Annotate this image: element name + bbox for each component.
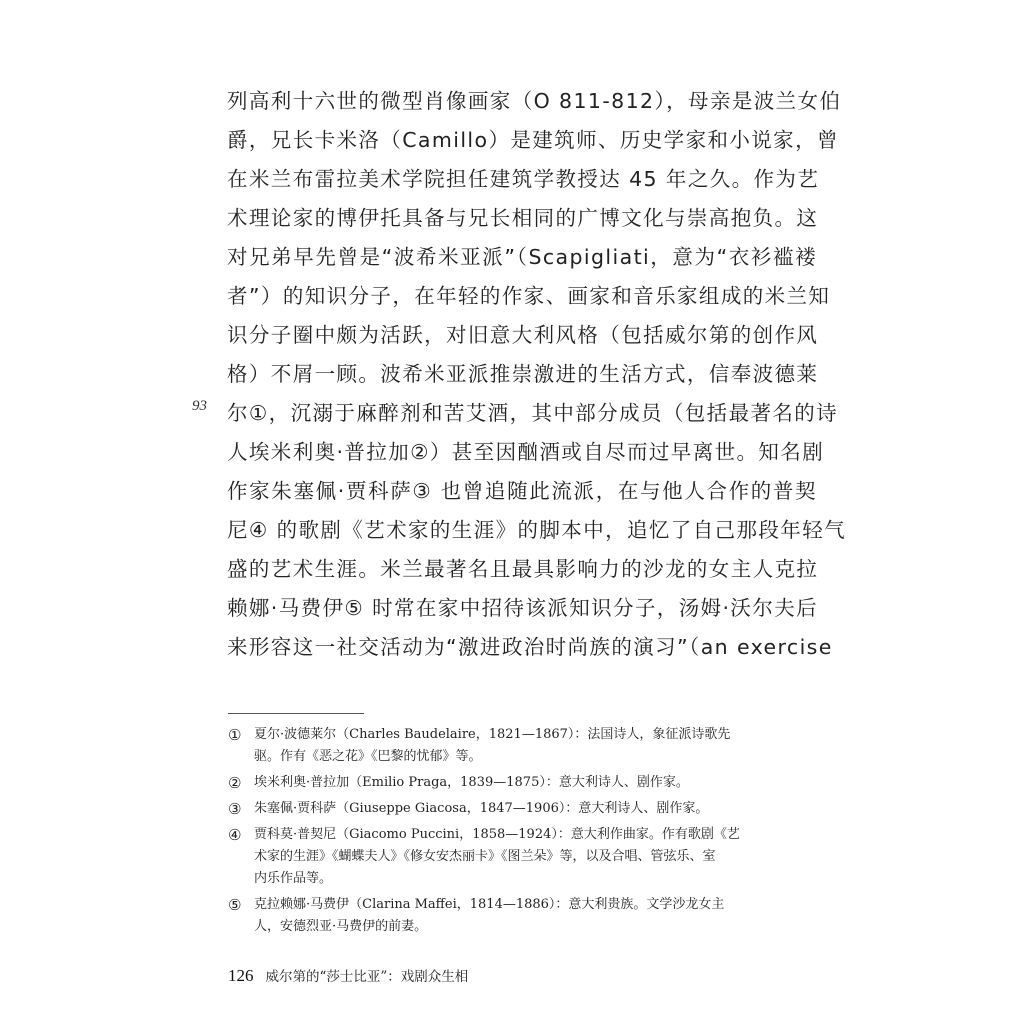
footnote-line: 术家的生涯》《蝴蝶夫人》《修女安杰丽卡》《图兰朵》等，以及合唱、管弦乐、室 (254, 849, 716, 864)
margin-reference-number: 93 (192, 398, 207, 414)
footnote-mark: ② (228, 774, 242, 792)
footnote-divider (228, 713, 364, 714)
body-line: 爵，兄长卡米洛（Camillo）是建筑师、历史学家和小说家，曾 (227, 128, 839, 152)
body-text (227, 82, 846, 667)
footnote-text (254, 824, 818, 890)
footnote-line: 克拉赖娜·马费伊（Clarina Maffei，1814—1886）：意大利贵族。文学沙龙女主 (254, 897, 725, 912)
body-line: 盛的艺术生涯。米兰最著名且最具影响力的沙龙的女主人克拉 (227, 557, 819, 581)
footnote-mark: ① (228, 726, 242, 744)
footnote-text (254, 894, 818, 938)
footnote (228, 824, 818, 890)
running-title: 威尔第的“莎士比亚”：戏剧众生相 (265, 969, 469, 985)
footnote-line: 埃米利奥·普拉加（Emilio Praga，1839—1875）：意大利诗人、剧作家。 (254, 775, 689, 790)
body-line: 作家朱塞佩·贾科萨③ 也曾追随此流派，在与他人合作的普契 (227, 479, 817, 503)
footnote-line: 驱。作有《恶之花》《巴黎的忧郁》等。 (254, 749, 482, 764)
footnote (228, 772, 818, 794)
footnote-text (254, 772, 818, 794)
body-line: 人埃米利奥·普拉加②）甚至因酗酒或自尽而过早离世。知名剧 (227, 440, 825, 464)
footnote (228, 724, 818, 768)
body-line: 列高利十六世的微型肖像画家（O 811-812），母亲是波兰女伯 (227, 89, 842, 113)
footnote-line: 人，安德烈亚·马费伊的前妻。 (254, 919, 428, 934)
footnote (228, 894, 818, 938)
footnote-line: 夏尔·波德莱尔（Charles Baudelaire，1821—1867）：法国诗人，象征派诗歌先 (254, 727, 731, 742)
footnote-mark: ⑤ (228, 896, 242, 914)
footnote-line: 内乐作品等。 (254, 871, 333, 886)
footnote (228, 798, 818, 820)
body-line: 赖娜·马费伊⑤ 时常在家中招待该派知识分子，汤姆·沃尔夫后 (227, 596, 819, 620)
body-line: 来形容这一社交活动为“激进政治时尚族的演习”（an exercise (227, 635, 833, 659)
body-line: 尼④ 的歌剧《艺术家的生涯》的脚本中，追忆了自己那段年轻气 (227, 518, 846, 542)
footnotes (228, 724, 818, 942)
footnote-line: 朱塞佩·贾科萨（Giuseppe Giacosa，1847—1906）：意大利诗人、剧作家。 (254, 801, 709, 816)
body-line: 识分子圈中颇为活跃，对旧意大利风格（包括威尔第的创作风 (227, 323, 819, 347)
body-line: 术理论家的博伊托具备与兄长相同的广博文化与崇高抱负。这 (227, 206, 819, 230)
footnote-line: 贾科莫·普契尼（Giacomo Puccini，1858—1924）：意大利作曲家。作有歌剧《艺 (254, 827, 740, 842)
body-line: 者”）的知识分子，在年轻的作家、画家和音乐家组成的米兰知 (227, 284, 831, 308)
body-line: 对兄弟早先曾是“波希米亚派”（Scapigliati，意为“衣衫褴褛 (227, 245, 817, 269)
footnote-mark: ③ (228, 800, 242, 818)
body-line: 尔①，沉溺于麻醉剂和苦艾酒，其中部分成员（包括最著名的诗 (227, 401, 839, 425)
page-footer (228, 965, 468, 986)
footnote-text (254, 724, 818, 768)
footnote-text (254, 798, 818, 820)
body-line: 格）不屑一顾。波希米亚派推崇激进的生活方式，信奉波德莱 (227, 362, 819, 386)
footnote-mark: ④ (228, 826, 242, 844)
body-line: 在米兰布雷拉美术学院担任建筑学教授达 45 年之久。作为艺 (227, 167, 820, 191)
page-number: 126 (228, 966, 254, 985)
